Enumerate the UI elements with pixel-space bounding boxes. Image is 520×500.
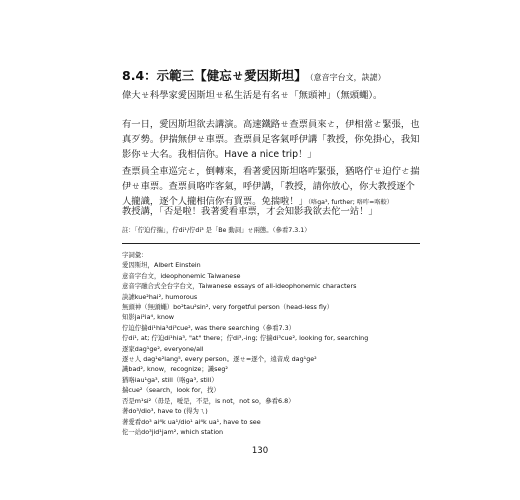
- glossary-line: 猶咯iau¹ga³, still（咯ga³, still）: [122, 375, 218, 384]
- glossary-line: 意音字融合式全台字台文，Taiwanese essays of all-ideophonemic characters: [122, 282, 357, 291]
- paragraph-4: 教授講，「否是啦！我著愛看車票，才会知影我欲去佗一站！」: [122, 206, 378, 217]
- glossary-title: 字詞彙：: [122, 251, 148, 259]
- page-number: 130: [251, 446, 269, 456]
- glossary-line: 佗一站do³jid¹jam², which station: [122, 427, 224, 436]
- glossary-line: 愛因斯坦，Albert Einstein: [122, 261, 201, 270]
- section-title: 8.4：示範三【健忘ㄝ愛因斯坦】: [122, 68, 307, 83]
- section-divider: [122, 243, 420, 244]
- section-note: （意音字台文，訣謔）: [309, 73, 386, 82]
- glossary-line: 否是m¹si²（毋是，噯是，不是，is not，not so，參看6.8）: [122, 396, 295, 405]
- glossary-line: 逐家dag¹ge², everyone/all: [122, 344, 204, 353]
- paragraph-3-text: 查票員全車巡完ㄜ，倒轉來，看著愛因斯坦咯咋緊張，猶咯佇ㄝ迫佇ㄜ揣伊ㄝ車票。查票員咯咋客氣，呼伊講，「教授，請你放心，你大教授逐个人攏識，逐个人攏相信你有買票。免揣啦！」: [122, 166, 420, 207]
- glossary: [122, 250, 422, 437]
- footnote: 註：「佇迫佇揣」，佇di¹/佇di³ 是「Be 動詞」ㄝ兩態。（參看7.3.1）: [122, 227, 311, 234]
- glossary-line: 逐ㄝ人 dag¹e²lang⁵, every person。逐ㄝ=逐个，遠音成 dag¹ge²: [122, 355, 317, 364]
- glossary-line: 佇迫佇揣di¹hia³di³cue², was there searching（參看7.3）: [122, 323, 296, 332]
- glossary-line: 佇di¹, at; 佇迫di¹hia³, "at" there；佇di³,-ing; 佇揣di³cue², looking for, searching: [122, 334, 369, 343]
- glossary-line: 揣cue²（search，look for，找）: [122, 386, 220, 395]
- glossary-line: 著do³/dio³, have to (得为ㄟ): [122, 407, 208, 416]
- glossary-line: 訣謔kue²hai², humorous: [122, 292, 198, 301]
- glossary-line: 意音字台文，ideophonemic Taiwanese: [122, 271, 241, 280]
- paragraph-2: 有一日，愛因斯坦欲去講演。高速鐵路ㄝ查票員來ㄜ，伊相當ㄜ緊張，也真歹勢。伊揣無伊ㄝ車票。查票員足客氣呼伊講「教授，你免掛心，我知影你ㄝ大名。我相信你。Have a nice trip！」: [122, 119, 420, 160]
- glossary-line: 無頭神（無頭蠅）bo²tau²sin², very forgetful person（head-less fly）: [122, 303, 334, 312]
- paragraph-1: 偉大ㄝ科學家愛因斯坦ㄝ私生活是有名ㄝ「無頭神」（無頭蠅）。: [122, 90, 383, 101]
- section-heading: [122, 65, 422, 84]
- glossary-line: 識bad², know，recognize；識seg²: [122, 365, 228, 374]
- paragraph-3-note: （咯ga³, further; 咯咋=咯較）: [307, 199, 393, 206]
- glossary-line: 知影jai²ia⁴, know: [122, 313, 175, 322]
- glossary-line: 著愛看do³ ai⁴k ua¹/dio¹ ai⁴k ua¹, have to see: [122, 417, 261, 426]
